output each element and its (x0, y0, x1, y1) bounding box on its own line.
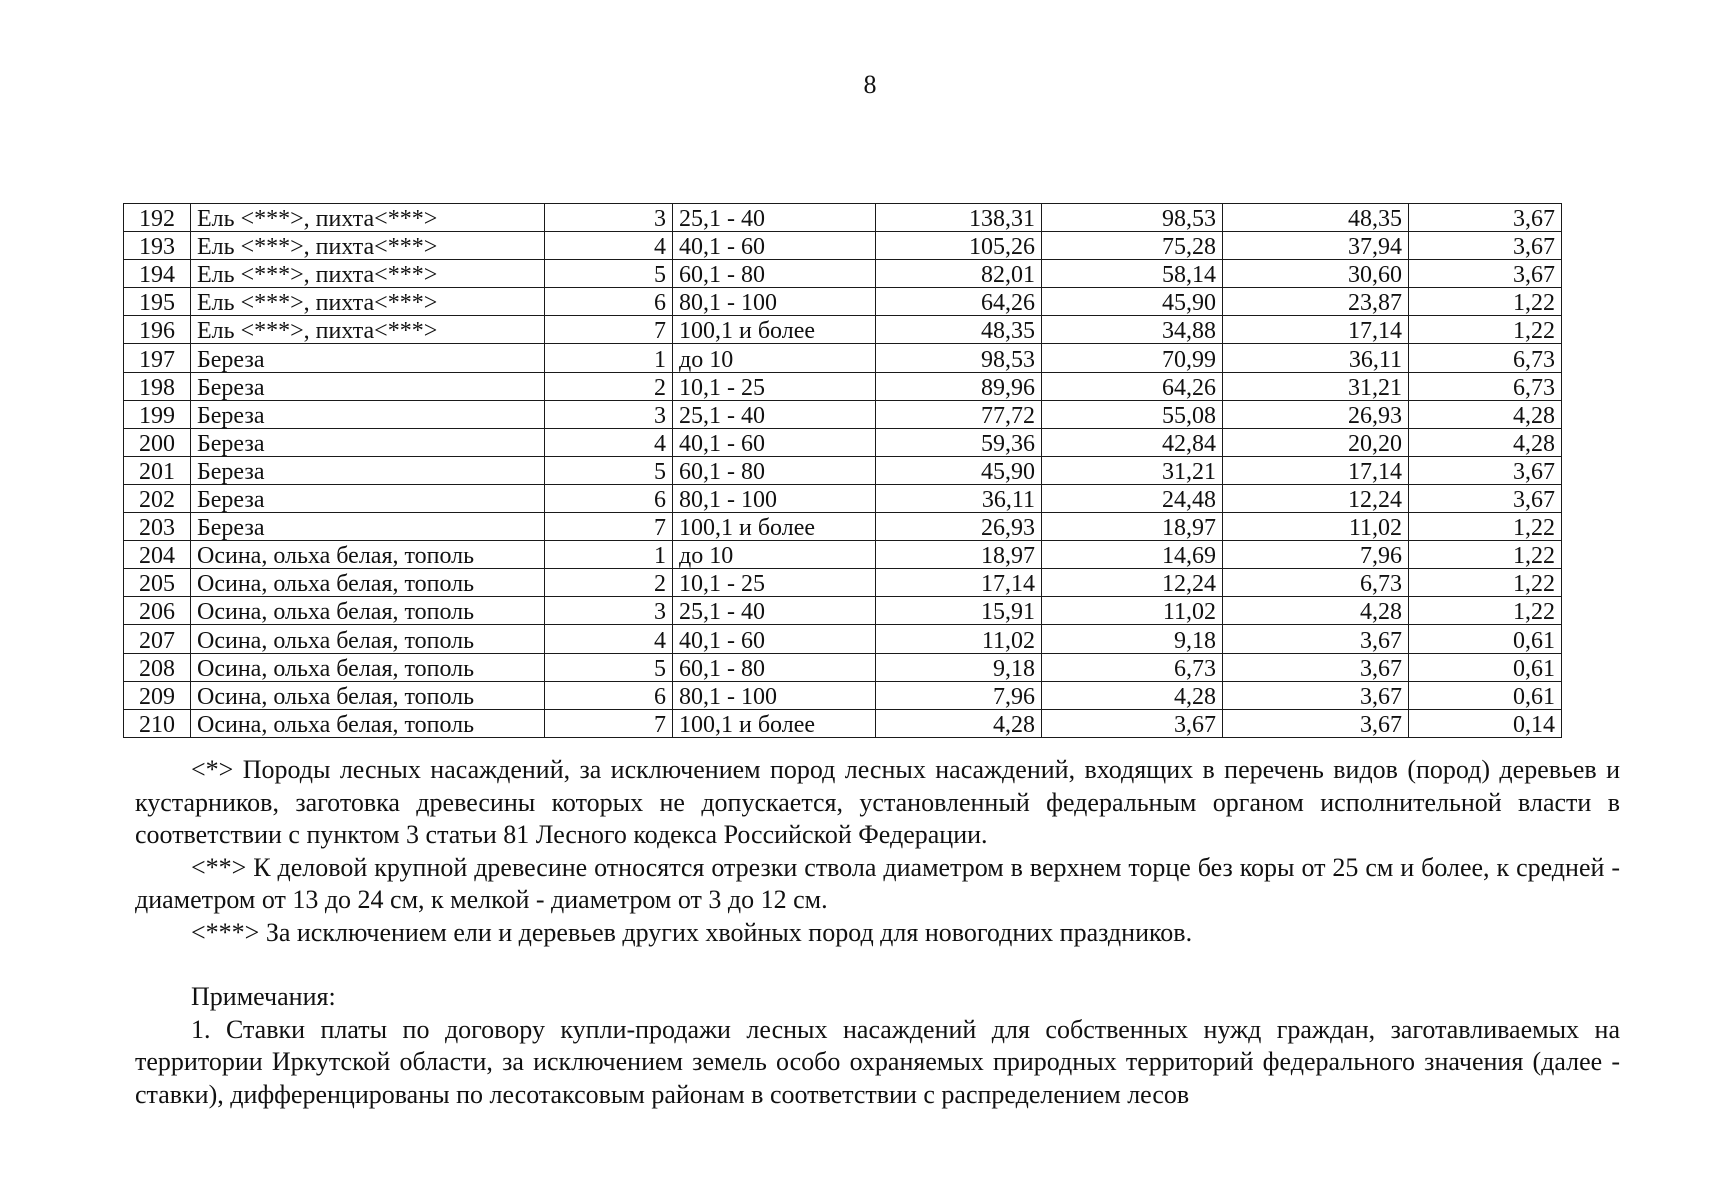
size-class-cell: 3 (545, 400, 673, 428)
row-number-cell: 206 (124, 597, 191, 625)
rate-large-cell: 26,93 (876, 513, 1042, 541)
species-cell: Ель <***>, пихта<***> (191, 204, 545, 232)
species-cell: Осина, ольха белая, тополь (191, 681, 545, 709)
rate-large-cell: 36,11 (876, 484, 1042, 512)
diameter-range-cell: 100,1 и более (673, 513, 876, 541)
row-number-cell: 196 (124, 316, 191, 344)
rate-small-cell: 6,73 (1223, 569, 1409, 597)
rate-large-cell: 89,96 (876, 372, 1042, 400)
rate-medium-cell: 34,88 (1042, 316, 1223, 344)
rate-small-cell: 3,67 (1223, 625, 1409, 653)
rate-small-cell: 12,24 (1223, 484, 1409, 512)
row-number-cell: 205 (124, 569, 191, 597)
species-cell: Береза (191, 513, 545, 541)
diameter-range-cell: 80,1 - 100 (673, 288, 876, 316)
size-class-cell: 6 (545, 484, 673, 512)
rate-medium-cell: 58,14 (1042, 260, 1223, 288)
species-cell: Береза (191, 344, 545, 372)
table-row (124, 316, 1562, 344)
rate-large-cell: 18,97 (876, 541, 1042, 569)
size-class-cell: 3 (545, 204, 673, 232)
diameter-range-cell: 40,1 - 60 (673, 232, 876, 260)
rate-small-cell: 37,94 (1223, 232, 1409, 260)
size-class-cell: 2 (545, 569, 673, 597)
rate-medium-cell: 42,84 (1042, 428, 1223, 456)
rate-firewood-cell: 4,28 (1409, 428, 1562, 456)
species-cell: Береза (191, 400, 545, 428)
rate-small-cell: 17,14 (1223, 316, 1409, 344)
table-row (124, 232, 1562, 260)
row-number-cell: 202 (124, 484, 191, 512)
table-row (124, 484, 1562, 512)
rate-firewood-cell: 6,73 (1409, 372, 1562, 400)
species-cell: Осина, ольха белая, тополь (191, 569, 545, 597)
row-number-cell: 200 (124, 428, 191, 456)
rate-firewood-cell: 4,28 (1409, 400, 1562, 428)
footnote-1: <*> Породы лесных насаждений, за исключением пород лесных насаждений, входящих в перечень видов (пород) деревьев и кустарников, заготовка древесины которых не допускается, установленный федеральным органом исполнительной власти в соответствии с пунктом 3 статьи 81 Лесного кодекса Российской Федерации. (135, 755, 1620, 849)
rate-firewood-cell: 6,73 (1409, 344, 1562, 372)
table-row (124, 400, 1562, 428)
row-number-cell: 195 (124, 288, 191, 316)
rate-large-cell: 77,72 (876, 400, 1042, 428)
rate-firewood-cell: 0,61 (1409, 625, 1562, 653)
rate-medium-cell: 12,24 (1042, 569, 1223, 597)
row-number-cell: 208 (124, 653, 191, 681)
diameter-range-cell: до 10 (673, 344, 876, 372)
rate-small-cell: 31,21 (1223, 372, 1409, 400)
size-class-cell: 7 (545, 513, 673, 541)
table-row (124, 709, 1562, 737)
table-row (124, 681, 1562, 709)
rate-medium-cell: 75,28 (1042, 232, 1223, 260)
table-row (124, 456, 1562, 484)
species-cell: Осина, ольха белая, тополь (191, 653, 545, 681)
size-class-cell: 7 (545, 709, 673, 737)
rate-small-cell: 36,11 (1223, 344, 1409, 372)
table-row (124, 653, 1562, 681)
species-cell: Береза (191, 484, 545, 512)
row-number-cell: 198 (124, 372, 191, 400)
rate-medium-cell: 18,97 (1042, 513, 1223, 541)
rate-large-cell: 64,26 (876, 288, 1042, 316)
size-class-cell: 7 (545, 316, 673, 344)
rate-large-cell: 82,01 (876, 260, 1042, 288)
rate-large-cell: 105,26 (876, 232, 1042, 260)
rate-firewood-cell: 3,67 (1409, 484, 1562, 512)
species-cell: Ель <***>, пихта<***> (191, 288, 545, 316)
size-class-cell: 3 (545, 597, 673, 625)
rate-large-cell: 15,91 (876, 597, 1042, 625)
row-number-cell: 192 (124, 204, 191, 232)
rate-small-cell: 30,60 (1223, 260, 1409, 288)
rate-firewood-cell: 3,67 (1409, 456, 1562, 484)
diameter-range-cell: 80,1 - 100 (673, 681, 876, 709)
rate-large-cell: 45,90 (876, 456, 1042, 484)
row-number-cell: 199 (124, 400, 191, 428)
rate-firewood-cell: 3,67 (1409, 204, 1562, 232)
row-number-cell: 207 (124, 625, 191, 653)
footnotes-section (135, 754, 1620, 1111)
row-number-cell: 209 (124, 681, 191, 709)
rate-firewood-cell: 1,22 (1409, 569, 1562, 597)
table-row (124, 428, 1562, 456)
size-class-cell: 4 (545, 232, 673, 260)
rate-firewood-cell: 0,61 (1409, 681, 1562, 709)
rate-medium-cell: 24,48 (1042, 484, 1223, 512)
row-number-cell: 204 (124, 541, 191, 569)
size-class-cell: 5 (545, 456, 673, 484)
diameter-range-cell: 10,1 - 25 (673, 569, 876, 597)
row-number-cell: 197 (124, 344, 191, 372)
rate-medium-cell: 31,21 (1042, 456, 1223, 484)
table-row (124, 513, 1562, 541)
rate-firewood-cell: 1,22 (1409, 316, 1562, 344)
note-1: 1. Ставки платы по договору купли-продажи лесных насаждений для собственных нужд граждан, заготавливаемых на территории Иркутской области, за исключением земель особо охраняемых природных территорий федерального значения (далее - ставки), дифференцированы по лесотаксовым районам в соответствии с распределением лесов (135, 1014, 1620, 1109)
rate-firewood-cell: 1,22 (1409, 541, 1562, 569)
rate-small-cell: 17,14 (1223, 456, 1409, 484)
rate-large-cell: 17,14 (876, 569, 1042, 597)
rate-small-cell: 23,87 (1223, 288, 1409, 316)
diameter-range-cell: 80,1 - 100 (673, 484, 876, 512)
species-cell: Береза (191, 428, 545, 456)
size-class-cell: 4 (545, 625, 673, 653)
diameter-range-cell: 25,1 - 40 (673, 597, 876, 625)
species-cell: Осина, ольха белая, тополь (191, 541, 545, 569)
table-row (124, 344, 1562, 372)
diameter-range-cell: 10,1 - 25 (673, 372, 876, 400)
species-cell: Береза (191, 372, 545, 400)
row-number-cell: 201 (124, 456, 191, 484)
rate-small-cell: 3,67 (1223, 709, 1409, 737)
rate-small-cell: 7,96 (1223, 541, 1409, 569)
rate-firewood-cell: 0,61 (1409, 653, 1562, 681)
diameter-range-cell: 60,1 - 80 (673, 653, 876, 681)
rate-small-cell: 48,35 (1223, 204, 1409, 232)
rate-large-cell: 11,02 (876, 625, 1042, 653)
rate-large-cell: 48,35 (876, 316, 1042, 344)
rate-medium-cell: 45,90 (1042, 288, 1223, 316)
row-number-cell: 210 (124, 709, 191, 737)
size-class-cell: 4 (545, 428, 673, 456)
rates-table (123, 203, 1562, 738)
table-row (124, 260, 1562, 288)
species-cell: Осина, ольха белая, тополь (191, 597, 545, 625)
rate-medium-cell: 64,26 (1042, 372, 1223, 400)
table-row (124, 288, 1562, 316)
rate-firewood-cell: 3,67 (1409, 260, 1562, 288)
rate-medium-cell: 4,28 (1042, 681, 1223, 709)
rate-small-cell: 4,28 (1223, 597, 1409, 625)
species-cell: Ель <***>, пихта<***> (191, 232, 545, 260)
diameter-range-cell: 25,1 - 40 (673, 400, 876, 428)
diameter-range-cell: 40,1 - 60 (673, 428, 876, 456)
footnote-3: <***> За исключением ели и деревьев других хвойных пород для новогодних праздников. (191, 917, 1193, 947)
diameter-range-cell: 60,1 - 80 (673, 456, 876, 484)
species-cell: Ель <***>, пихта<***> (191, 316, 545, 344)
row-number-cell: 194 (124, 260, 191, 288)
footnote-2: <**> К деловой крупной древесине относятся отрезки ствола диаметром в верхнем торце без коры от 25 см и более, к средней - диаметром от 13 до 24 см, к мелкой - диаметром от 3 до 12 см. (135, 852, 1620, 914)
rate-small-cell: 20,20 (1223, 428, 1409, 456)
row-number-cell: 203 (124, 513, 191, 541)
size-class-cell: 1 (545, 541, 673, 569)
diameter-range-cell: 60,1 - 80 (673, 260, 876, 288)
species-cell: Осина, ольха белая, тополь (191, 625, 545, 653)
rate-small-cell: 3,67 (1223, 681, 1409, 709)
size-class-cell: 6 (545, 681, 673, 709)
rate-large-cell: 138,31 (876, 204, 1042, 232)
species-cell: Осина, ольха белая, тополь (191, 709, 545, 737)
rate-firewood-cell: 0,14 (1409, 709, 1562, 737)
diameter-range-cell: до 10 (673, 541, 876, 569)
notes-title: Примечания: (191, 982, 336, 1011)
rate-firewood-cell: 1,22 (1409, 597, 1562, 625)
rates-table-body (124, 204, 1562, 738)
diameter-range-cell: 100,1 и более (673, 316, 876, 344)
rate-firewood-cell: 1,22 (1409, 513, 1562, 541)
table-row (124, 625, 1562, 653)
rate-medium-cell: 6,73 (1042, 653, 1223, 681)
size-class-cell: 6 (545, 288, 673, 316)
rate-medium-cell: 3,67 (1042, 709, 1223, 737)
rate-medium-cell: 98,53 (1042, 204, 1223, 232)
rate-large-cell: 4,28 (876, 709, 1042, 737)
rate-small-cell: 26,93 (1223, 400, 1409, 428)
rate-large-cell: 9,18 (876, 653, 1042, 681)
species-cell: Береза (191, 456, 545, 484)
size-class-cell: 5 (545, 260, 673, 288)
rate-medium-cell: 14,69 (1042, 541, 1223, 569)
rate-small-cell: 3,67 (1223, 653, 1409, 681)
rate-large-cell: 7,96 (876, 681, 1042, 709)
table-row (124, 204, 1562, 232)
size-class-cell: 5 (545, 653, 673, 681)
rate-large-cell: 98,53 (876, 344, 1042, 372)
diameter-range-cell: 40,1 - 60 (673, 625, 876, 653)
diameter-range-cell: 100,1 и более (673, 709, 876, 737)
table-row (124, 597, 1562, 625)
rate-medium-cell: 11,02 (1042, 597, 1223, 625)
species-cell: Ель <***>, пихта<***> (191, 260, 545, 288)
page-number: 8 (863, 70, 877, 99)
size-class-cell: 1 (545, 344, 673, 372)
size-class-cell: 2 (545, 372, 673, 400)
table-row (124, 541, 1562, 569)
rate-small-cell: 11,02 (1223, 513, 1409, 541)
rate-medium-cell: 70,99 (1042, 344, 1223, 372)
diameter-range-cell: 25,1 - 40 (673, 204, 876, 232)
rate-firewood-cell: 1,22 (1409, 288, 1562, 316)
rate-medium-cell: 55,08 (1042, 400, 1223, 428)
rate-firewood-cell: 3,67 (1409, 232, 1562, 260)
rate-medium-cell: 9,18 (1042, 625, 1223, 653)
table-row (124, 569, 1562, 597)
rate-large-cell: 59,36 (876, 428, 1042, 456)
row-number-cell: 193 (124, 232, 191, 260)
table-row (124, 372, 1562, 400)
